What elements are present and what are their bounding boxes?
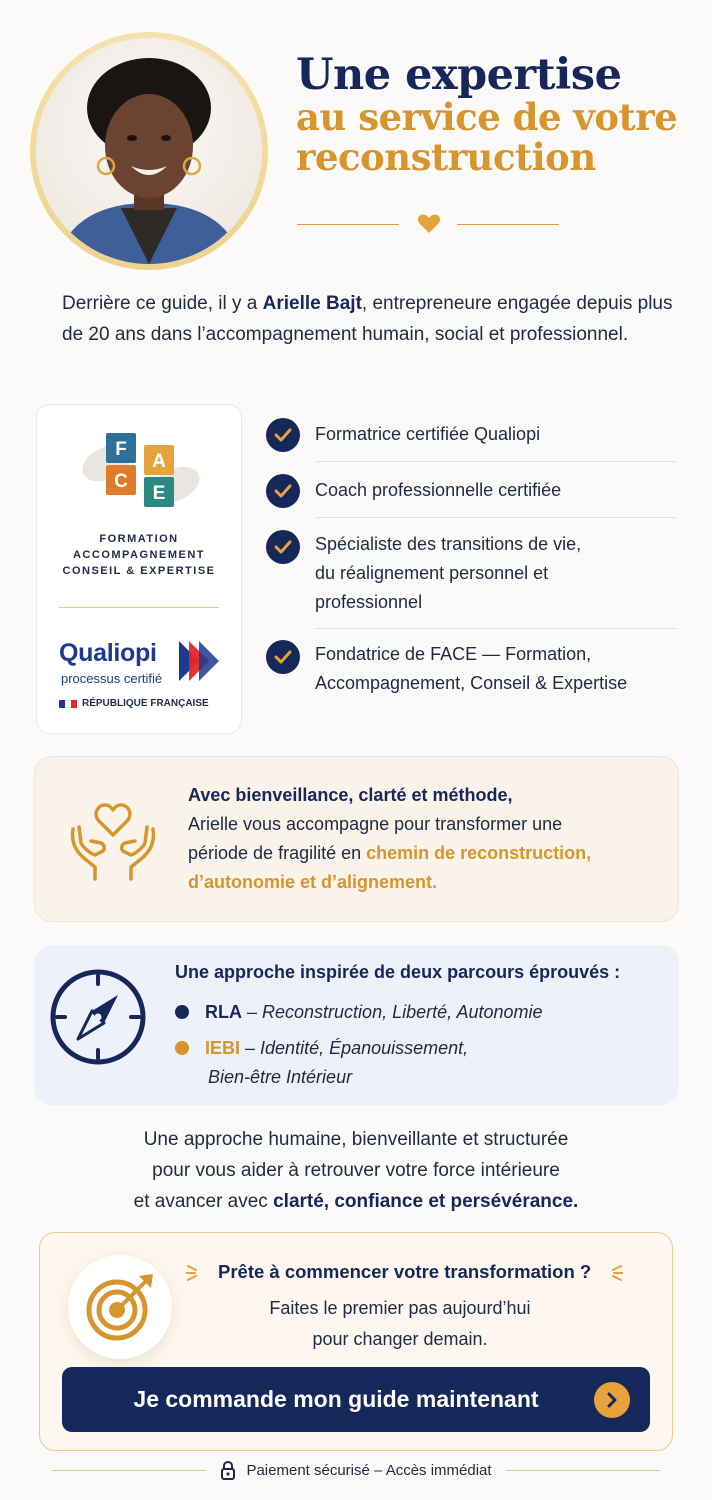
author-name: Arielle Bajt <box>262 293 362 314</box>
approach-card <box>34 945 679 1105</box>
credential-text <box>315 530 581 617</box>
closing-highlight: clarté, confiance et persévérance. <box>273 1191 579 1212</box>
list-item <box>266 474 676 508</box>
credential-text: Coach professionnelle certifiée <box>315 480 562 500</box>
order-guide-button-label: Je commande mon guide maintenant <box>133 1386 539 1412</box>
sparkle-right-icon <box>603 1262 623 1282</box>
face-logo <box>37 419 243 539</box>
check-icon <box>266 474 300 508</box>
title-line-2: au service de votre <box>296 95 678 140</box>
face-letter-f: F <box>115 439 127 460</box>
approach-separator: – <box>240 1038 261 1058</box>
approach-code: RLA <box>205 1002 242 1022</box>
cta-subtitle <box>160 1293 640 1355</box>
face-letter-e: E <box>152 483 166 504</box>
republique-label: RÉPUBLIQUE FRANÇAISE <box>82 698 209 709</box>
credential-line: du réalignement personnel et <box>315 563 549 583</box>
intro-text-2: , entrepreneure engagée depuis plus de 20 ans dans l’accompagnement humain, social et professionnel. <box>62 293 673 345</box>
closing-line-part: et avancer avec <box>133 1191 274 1212</box>
footer-content <box>206 1460 505 1480</box>
credential-text <box>315 640 627 698</box>
title-divider <box>297 212 559 238</box>
footer-divider <box>506 1470 660 1471</box>
closing-line: Une approche humaine, bienveillante et structurée <box>143 1129 569 1150</box>
check-icon <box>266 530 300 564</box>
closing-line: pour vous aider à retrouver votre force intérieure <box>152 1160 560 1181</box>
benevolence-heading: Avec bienveillance, clarté et méthode, <box>188 785 513 805</box>
intro-paragraph <box>62 288 682 350</box>
logo-divider <box>59 607 219 608</box>
benevolence-line-part: période de fragilité en <box>188 843 367 863</box>
face-tagline-2: ACCOMPAGNEMENT <box>72 549 205 561</box>
target-badge <box>68 1255 172 1359</box>
credential-line: Spécialiste des transitions de vie, <box>315 534 582 554</box>
order-guide-button[interactable] <box>62 1367 650 1432</box>
title-line-1: Une expertise <box>296 50 622 100</box>
benevolence-line <box>188 839 658 868</box>
face-tagline <box>37 531 241 579</box>
lock-icon <box>220 1460 236 1480</box>
credential-line: Fondatrice de FACE — Formation, <box>315 644 592 664</box>
benevolence-highlight: chemin de reconstruction, <box>366 843 592 863</box>
check-icon <box>266 640 300 674</box>
cta-question-text: Prête à commencer votre transformation ? <box>218 1261 592 1282</box>
compass-icon <box>48 967 148 1067</box>
republique-francaise <box>59 698 209 709</box>
approach-description: Reconstruction, Liberté, Autonomie <box>262 1002 543 1022</box>
approach-title: Une approche inspirée de deux parcours éprouvés : <box>175 962 621 982</box>
hands-heart-icon <box>65 789 161 885</box>
list-item <box>266 530 676 612</box>
flag-icon <box>59 700 77 708</box>
face-tagline-1: FORMATION <box>99 533 179 545</box>
approach-description: Bien-être Intérieur <box>208 1067 353 1087</box>
approach-separator: – <box>242 1002 263 1022</box>
qualiopi-arrows-icon <box>177 639 225 683</box>
benevolence-text <box>188 781 658 897</box>
bullet-dot <box>175 1005 189 1019</box>
check-icon <box>266 418 300 452</box>
target-icon <box>83 1270 157 1344</box>
list-divider <box>315 461 676 462</box>
chevron-right-icon <box>594 1382 630 1418</box>
heart-icon <box>417 212 441 234</box>
page-title <box>296 52 696 178</box>
closing-line <box>0 1186 712 1217</box>
list-item <box>266 640 676 693</box>
certification-logos-card <box>36 404 242 734</box>
sparkle-left-icon <box>186 1262 206 1282</box>
closing-paragraph <box>0 1124 712 1217</box>
approach-description: Identité, Épanouissement, <box>260 1038 469 1058</box>
list-divider <box>315 517 676 518</box>
list-item <box>175 998 543 1027</box>
credential-line: Accompagnement, Conseil & Expertise <box>315 673 628 693</box>
cta-card <box>39 1232 673 1451</box>
cta-subtitle-line: Faites le premier pas aujourd’hui <box>269 1298 531 1318</box>
credential-text: Formatrice certifiée Qualiopi <box>315 424 541 444</box>
face-tagline-3: CONSEIL & EXPERTISE <box>62 565 216 577</box>
list-divider <box>315 628 676 629</box>
title-line-3: reconstruction <box>296 135 596 180</box>
benevolence-highlight: d’autonomie et d’alignement. <box>188 872 438 892</box>
qualiopi-subtitle: processus certifié <box>61 671 163 686</box>
qualiopi-logo: Qualiopi <box>59 639 157 667</box>
footer-text: Paiement sécurisé – Accès immédiat <box>246 1461 492 1479</box>
benevolence-card <box>34 756 679 922</box>
portrait-photo <box>36 38 262 264</box>
list-item <box>175 1034 468 1063</box>
footer <box>52 1456 660 1484</box>
face-letter-a: A <box>152 451 166 472</box>
face-letter-c: C <box>114 471 128 492</box>
portrait <box>30 32 268 270</box>
intro-text-1: Derrière ce guide, il y a <box>62 293 263 314</box>
list-item <box>266 418 676 452</box>
approach-description-continued <box>208 1063 352 1092</box>
cta-subtitle-line: pour changer demain. <box>312 1329 488 1349</box>
approach-code: IEBI <box>205 1038 241 1058</box>
bullet-dot <box>175 1041 189 1055</box>
credential-line: professionnel <box>315 592 423 612</box>
cta-question <box>186 1261 664 1283</box>
benevolence-line: Arielle vous accompagne pour transformer une <box>188 814 563 834</box>
footer-divider <box>52 1470 206 1471</box>
